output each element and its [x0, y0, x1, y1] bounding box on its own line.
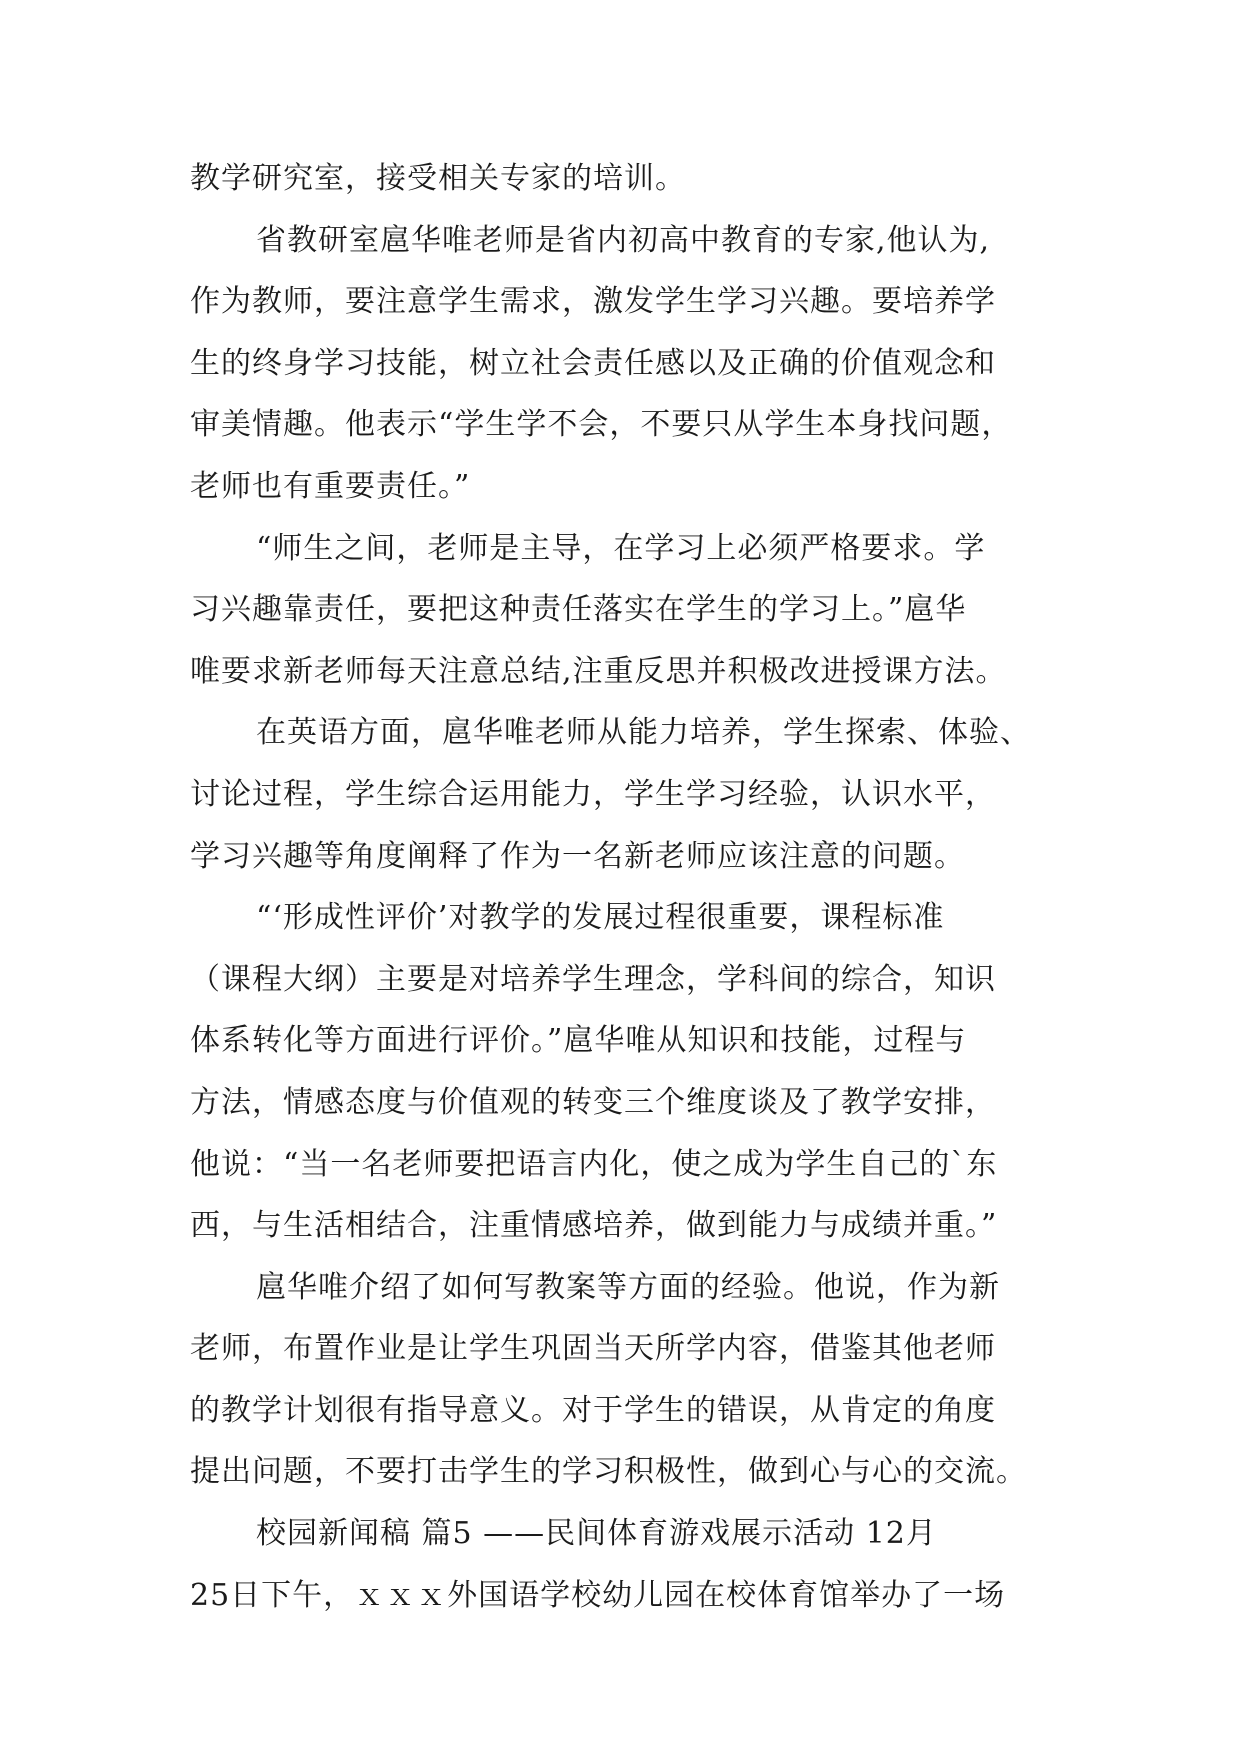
text-line: 生的终身学习技能，树立社会责任感以及正确的价值观念和	[190, 345, 996, 381]
text-line: 25日下午，ｘｘｘ外国语学校幼儿园在校体育馆举办了一场	[190, 1577, 1006, 1613]
text-line: 体系转化等方面进行评价。”扈华唯从知识和技能，过程与	[190, 1023, 967, 1059]
text-line: 方法，情感态度与价值观的转变三个维度谈及了教学安排，	[190, 1084, 996, 1120]
text-line: 老师，布置作业是让学生巩固当天所学内容，借鉴其他老师	[190, 1331, 996, 1367]
text-line: （课程大纲）主要是对培养学生理念，学科间的综合，知识	[190, 961, 996, 997]
text-line: 扈华唯介绍了如何写教案等方面的经验。他说，作为新	[256, 1269, 1000, 1305]
text-line: “‘形成性评价’对教学的发展过程很重要，课程标准	[256, 900, 945, 936]
text-line: 学习兴趣等角度阐释了作为一名新老师应该注意的问题。	[190, 838, 965, 874]
text-line: 讨论过程，学生综合运用能力，学生学习经验，认识水平，	[190, 776, 996, 812]
text-line: 作为教师，要注意学生需求，激发学生学习兴趣。要培养学	[190, 284, 996, 320]
section-heading-line: 校园新闻稿 篇5 ——民间体育游戏展示活动 12月	[256, 1516, 937, 1552]
text-line: 的教学计划很有指导意义。对于学生的错误，从肯定的角度	[190, 1392, 996, 1428]
text-line: 西，与生活相结合，注重情感培养，做到能力与成绩并重。”	[190, 1208, 998, 1244]
text-line: 唯要求新老师每天注意总结,注重反思并积极改进授课方法。	[190, 653, 1007, 689]
text-line: 在英语方面，扈华唯老师从能力培养，学生探索、体验、	[256, 715, 1031, 751]
text-line: 习兴趣靠责任，要把这种责任落实在学生的学习上。”扈华	[190, 592, 967, 628]
text-line: 老师也有重要责任。”	[190, 468, 471, 504]
text-line: 审美情趣。他表示“学生学不会，不要只从学生本身找问题，	[190, 407, 1013, 443]
document-body	[190, 148, 1070, 1626]
text-line: 提出问题，不要打击学生的学习积极性，做到心与心的交流。	[190, 1454, 1027, 1490]
text-line: “师生之间，老师是主导，在学习上必须严格要求。学	[256, 530, 986, 566]
text-line: 教学研究室，接受相关专家的培训。	[190, 161, 686, 196]
text-line: 他说：“当一名老师要把语言内化，使之成为学生自己的`东	[190, 1146, 998, 1182]
text-line: 省教研室扈华唯老师是省内初高中教育的专家,他认为,	[256, 222, 991, 258]
